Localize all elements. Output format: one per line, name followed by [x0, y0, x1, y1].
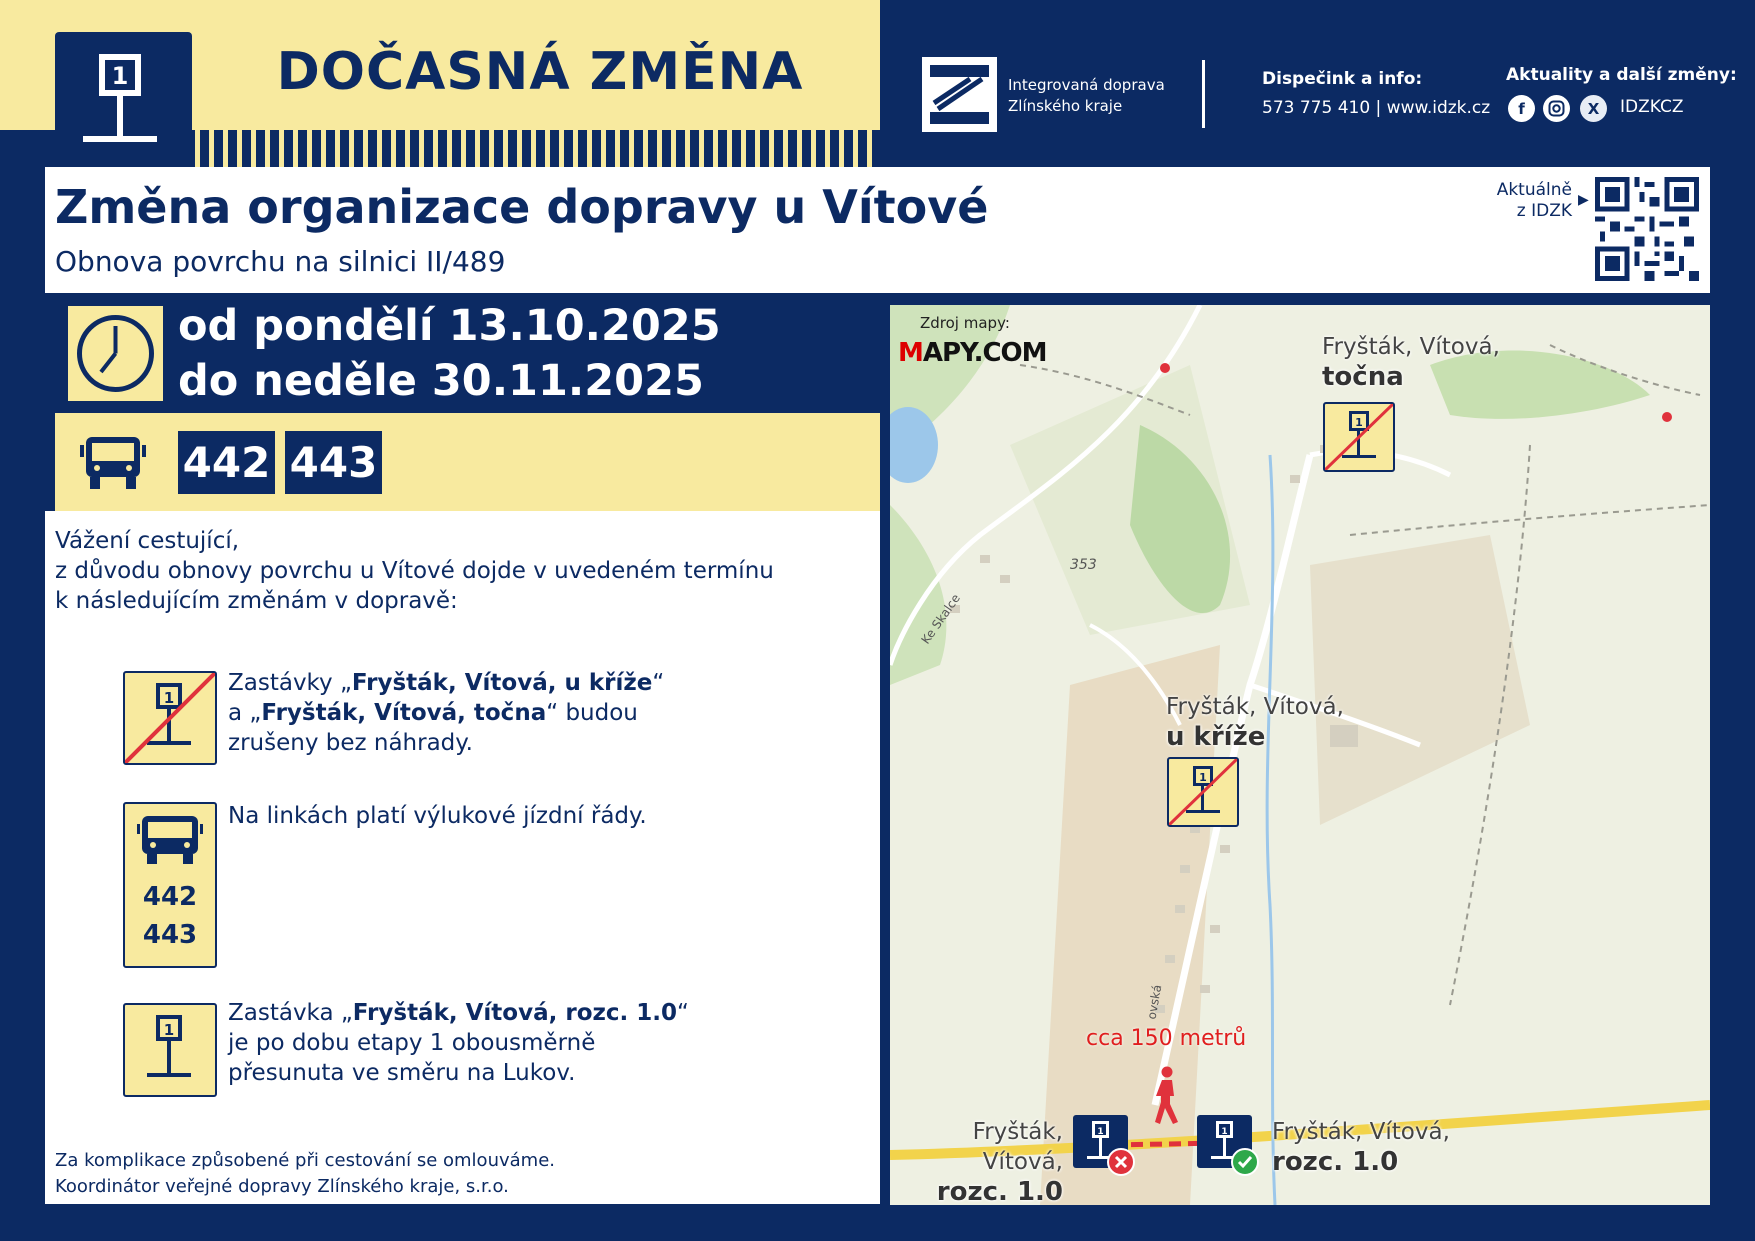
footer	[55, 1148, 555, 1200]
org-name-line-1: Integrovaná doprava	[1008, 76, 1165, 94]
intro-line-1: Vážení cestující,	[55, 528, 240, 554]
facebook-icon[interactable]: f	[1508, 95, 1535, 122]
footer-apology: Za komplikace způsobené při cestování se omlouváme.	[55, 1150, 555, 1171]
footer-coordinator: Koordinátor veřejné dopravy Zlínského kraje, s.r.o.	[55, 1176, 509, 1197]
svg-text:1: 1	[163, 689, 175, 707]
mapy-logo[interactable]	[898, 338, 1047, 368]
mapy-logo-m: M	[898, 338, 923, 368]
news-label: Aktuality a další změny:	[1506, 65, 1737, 85]
qr-code[interactable]	[1595, 177, 1699, 281]
svg-text:1: 1	[1355, 416, 1363, 429]
distance-label: cca 150 metrů	[1086, 1026, 1247, 1051]
organization-name	[1008, 75, 1178, 117]
checkmark-icon	[1231, 1148, 1259, 1176]
svg-text:1: 1	[1199, 771, 1207, 784]
qr-label	[1460, 180, 1572, 222]
header-stripes	[195, 130, 880, 167]
intro-text	[55, 526, 835, 616]
svg-text:1: 1	[111, 62, 129, 90]
street-label: Ke Skalce	[918, 591, 963, 647]
date-to: do neděle 30.11.2025	[178, 356, 704, 406]
line-badge-442[interactable]: 442	[178, 431, 275, 494]
map-cancelled-stop-krize-icon[interactable]	[1167, 757, 1239, 827]
qr-label-line-2: z IDZK	[1516, 201, 1572, 221]
dispatch-contact[interactable]: 573 775 410 | www.idzk.cz	[1262, 98, 1491, 118]
notice-title: Změna organizace dopravy u Vítové	[55, 180, 989, 234]
pedestrian-icon	[1148, 1066, 1182, 1124]
intro-line-2: z důvodu obnovy povrchu u Vítové dojde v uvedeném termínu	[55, 558, 774, 584]
social-handle[interactable]: IDZKCZ	[1620, 97, 1684, 117]
bus-lines-icon-line-443: 443	[142, 920, 198, 950]
map-source-label: Zdroj mapy:	[920, 314, 1010, 332]
org-name-line-2: Zlínského kraje	[1008, 97, 1123, 115]
idzk-logo	[922, 57, 997, 132]
bus-lines-icon-line-442: 442	[142, 882, 198, 912]
map-stop-new-label: Fryšták, Vítová, rozc. 1.0	[1272, 1119, 1450, 1177]
svg-text:1: 1	[1221, 1127, 1228, 1137]
bus-icon	[80, 435, 146, 491]
map[interactable]	[890, 305, 1710, 1205]
clock-icon	[68, 306, 163, 401]
item-stops-cancelled: Zastávky „Fryšták, Vítová, u kříže“ a „Fryšták, Vítová, točna“ budou zrušeny bez náhrady.	[228, 670, 665, 756]
map-stop-old-label: Fryšták, Vítová, rozc. 1.0	[936, 1119, 1063, 1207]
street-label-2: ovská	[1144, 983, 1165, 1021]
arrow-right-icon: ▶	[1578, 192, 1589, 208]
svg-text:1: 1	[1097, 1127, 1104, 1137]
map-stop-tocna-label: Fryšták, Vítová, točna	[1322, 334, 1500, 392]
intro-line-3: k následujícím změnám v dopravě:	[55, 588, 458, 614]
item-timetables: Na linkách platí výlukové jízdní řády.	[228, 803, 647, 829]
dispatch-label: Dispečink a info:	[1262, 69, 1423, 89]
cancelled-stop-icon	[123, 671, 217, 765]
mapy-logo-text: APY.COM	[922, 338, 1047, 368]
bus-stop-icon	[55, 32, 192, 167]
map-cancelled-stop-tocna-icon[interactable]	[1323, 402, 1395, 472]
item-stop-relocated: Zastávka „Fryšták, Vítová, rozc. 1.0“ je po dobu etapy 1 obousměrně přesunuta ve směru na Lukov.	[228, 1000, 689, 1086]
qr-label-line-1: Aktuálně	[1496, 180, 1572, 200]
instagram-icon[interactable]	[1543, 95, 1570, 122]
map-stop-krize-label: Fryšták, Vítová, u kříže	[1166, 694, 1344, 752]
x-icon[interactable]: X	[1580, 95, 1607, 122]
svg-text:1: 1	[163, 1021, 175, 1039]
bus-lines-icon	[123, 802, 217, 968]
page-title: DOČASNÁ ZMĚNA	[276, 42, 804, 102]
relocated-stop-icon	[123, 1003, 217, 1097]
elevation-label: 353	[1070, 557, 1097, 573]
notice-subtitle: Obnova povrchu na silnici II/489	[55, 245, 506, 278]
cancel-x-icon	[1107, 1148, 1135, 1176]
line-badge-443[interactable]: 443	[285, 431, 382, 494]
header-divider	[1202, 60, 1205, 128]
date-from: od pondělí 13.10.2025	[178, 301, 721, 351]
